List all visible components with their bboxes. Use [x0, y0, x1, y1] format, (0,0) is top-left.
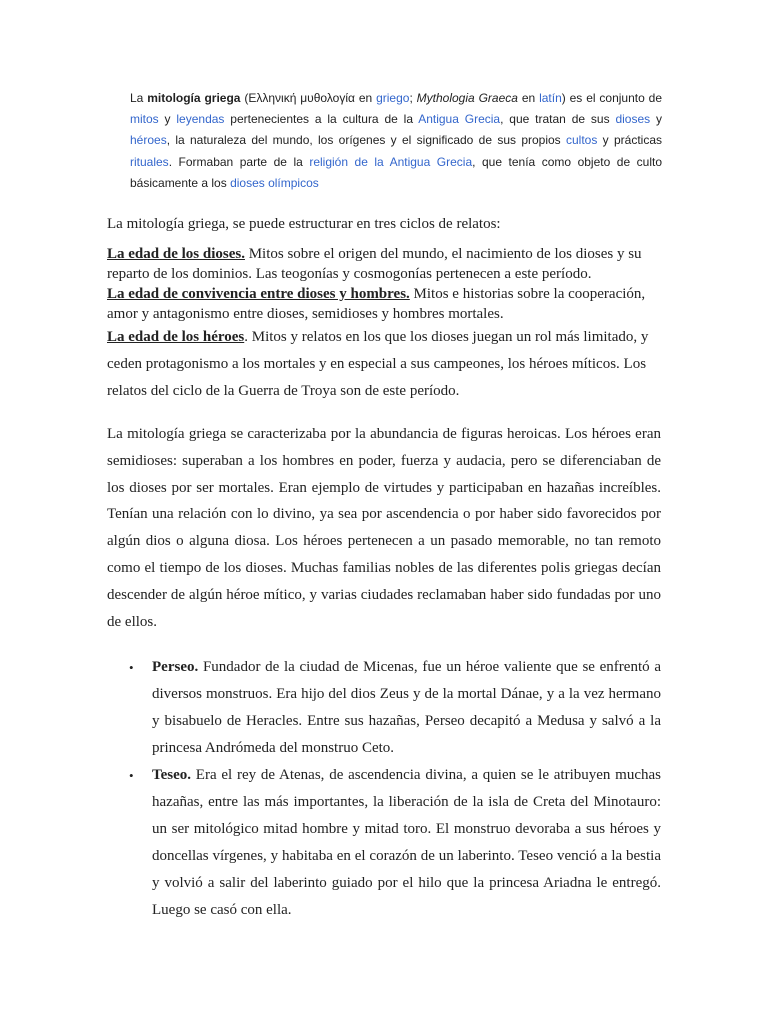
hero-name: Teseo.	[152, 767, 192, 783]
cycle-coexistence	[107, 284, 661, 324]
text: ) es el conjunto de	[561, 91, 663, 105]
cycle-text: Mitos e historias sobre la cooperación, amor y antagonismo entre dioses, semidioses y hombres mortales.	[107, 286, 646, 322]
hero-description: Fundador de la ciudad de Micenas, fue un héroe valiente que se enfrentó a diversos monstruos. Era hijo del dios Zeus y de la mortal Dánae, y a la vez hermano y bisabuelo de Heracles. Entre sus hazañas, Perseo decapitó a Medusa y salvó a la princesa Andrómeda del monstruo Ceto.	[152, 659, 661, 756]
hero-name: Perseo.	[152, 659, 199, 675]
link-latin[interactable]: latín	[539, 91, 562, 105]
link-cultos[interactable]: cultos	[566, 133, 598, 148]
link-religion-antigua-grecia[interactable]: religión de la Antigua Grecia	[309, 154, 473, 169]
text: , que tenía como objeto de culto básicamente a los	[130, 154, 662, 190]
text: pertenecientes a la cultura de la	[224, 112, 419, 127]
cycle-gods	[107, 244, 661, 284]
link-heroes[interactable]: héroes	[130, 133, 167, 148]
link-griego[interactable]: griego	[376, 91, 410, 105]
bullet-icon: •	[129, 768, 134, 783]
link-dioses-olimpicos[interactable]: dioses olímpicos	[230, 175, 319, 190]
text: y	[650, 112, 662, 127]
wikipedia-intro-paragraph	[130, 88, 662, 194]
text: en	[517, 91, 540, 105]
link-mitos[interactable]: mitos	[130, 112, 159, 127]
cycle-text: . Mitos y relatos en los que los dioses juegan un rol más limitado, y ceden protagonismo a los mortales y en especial a sus campeones, los héroes míticos. Los relatos del ciclo de la Guerra de Troya son de este período.	[107, 329, 649, 399]
cycle-text: Mitos sobre el origen del mundo, el nacimiento de los dioses y su reparto de los dominios. Las teogonías y cosmogonías pertenecen a este período.	[107, 246, 642, 282]
text: La	[130, 91, 148, 105]
link-dioses[interactable]: dioses	[615, 112, 651, 127]
text: . Formaban parte de la	[168, 154, 310, 169]
paragraph: La mitología griega se caracterizaba por la abundancia de figuras heroicas. Los héroes eran semidioses: superaban a los hombres en poder, fuerza y audacia, pero se diferenciaban de los dioses por ser mortales. Eran ejemplo de virtudes y participaban en hazañas increíbles. Tenían una relación con lo divino, ya sea por ascendencia o por haber sido favorecidos por algún dios o alguna diosa. Los héroes pertenecen a un pasado memorable, no tan remoto como el tiempo de los dioses. Muchas familias nobles de las diferentes polis griegas decían descender de algún héroe mítico, y varias ciudades reclamaban haber sido fundadas por uno de ellos.	[107, 426, 661, 630]
greek-name: Ελληνική μυθολογία	[248, 91, 355, 105]
hero-list	[107, 654, 661, 924]
text: , que tratan de sus	[500, 112, 616, 127]
text: , la naturaleza del mundo, los orígenes y el significado de sus propios	[166, 133, 566, 148]
text: ;	[409, 91, 417, 105]
cycle-title: La edad de los héroes	[107, 329, 245, 345]
list-item	[107, 654, 661, 762]
link-rituales[interactable]: rituales	[130, 154, 169, 169]
text: en	[354, 91, 377, 105]
text: (	[240, 91, 249, 105]
cycle-title: La edad de convivencia entre dioses y hombres.	[107, 286, 410, 302]
link-leyendas[interactable]: leyendas	[176, 112, 225, 127]
bullet-icon: •	[129, 660, 134, 675]
text: y	[158, 112, 177, 127]
latin-name: Mythologia Graeca	[416, 91, 518, 105]
cycles-list	[107, 244, 661, 405]
paragraph: La mitología griega, se puede estructurar en tres ciclos de relatos:	[107, 216, 501, 232]
bold-term: mitología griega	[147, 91, 241, 105]
cycles-intro-line	[107, 213, 661, 235]
list-item	[107, 762, 661, 924]
text: y prácticas	[597, 133, 663, 148]
link-antigua-grecia[interactable]: Antigua Grecia	[418, 112, 501, 127]
heroes-paragraph	[107, 421, 661, 635]
cycle-heroes	[107, 324, 661, 405]
hero-description: Era el rey de Atenas, de ascendencia divina, a quien se le atribuyen muchas hazañas, entre las más importantes, la liberación de la isla de Creta del Minotauro: un ser mitológico mitad hombre y mitad toro. El monstruo devoraba a sus héroes y doncellas vírgenes, y habitaba en el corazón de un laberinto. Teseo venció a la bestia y volvió a salir del laberinto guiado por el hilo que la princesa Ariadna le entregó. Luego se casó con ella.	[152, 767, 661, 918]
cycle-title: La edad de los dioses.	[107, 246, 245, 262]
